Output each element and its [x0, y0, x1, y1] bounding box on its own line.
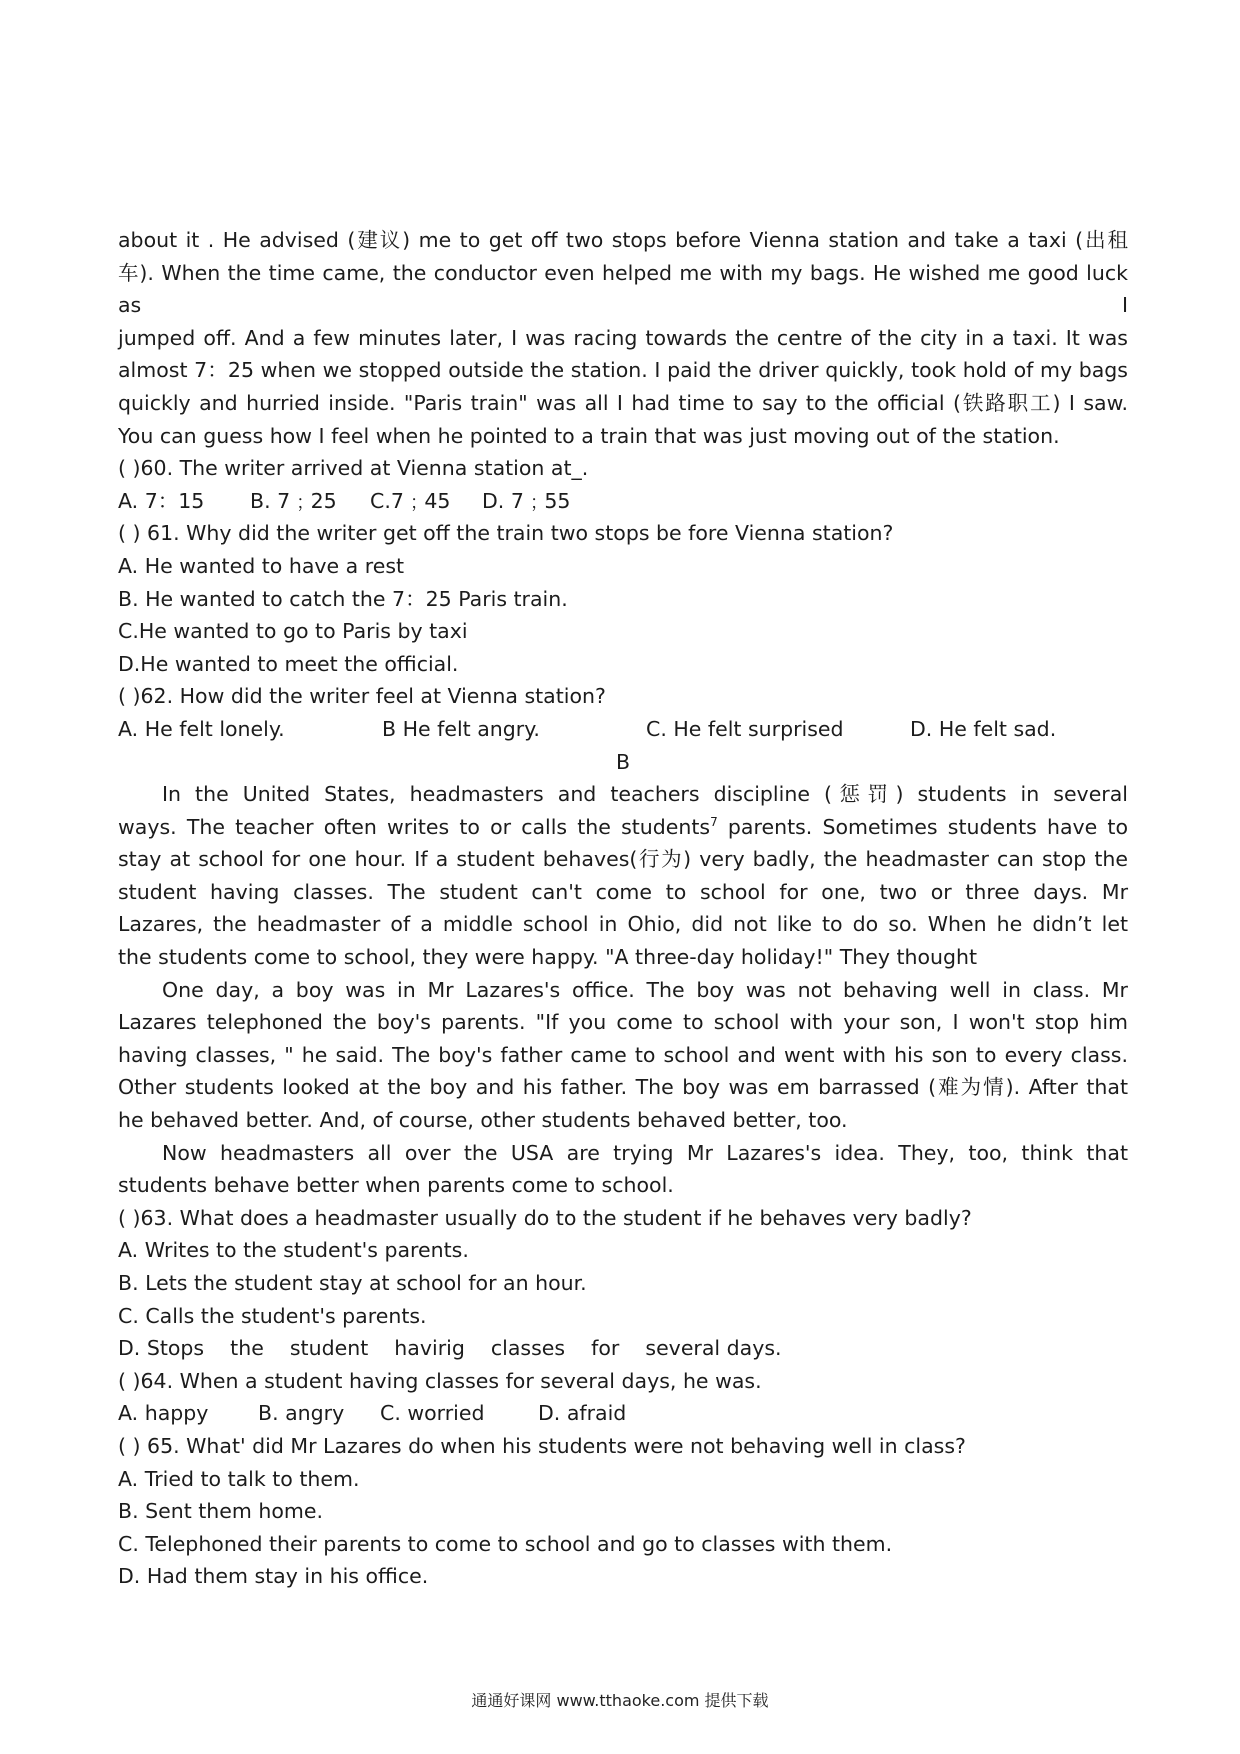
question-64	[118, 1365, 1128, 1430]
passage-line: jumped off. And a few minutes later, I was racing towards the centre of the city in a taxi. It was	[118, 325, 1128, 350]
question-65	[118, 1430, 1128, 1593]
option-d: D. He felt sad.	[910, 716, 1057, 741]
option-a: A. 7：15	[118, 488, 205, 513]
option-c: C. worried	[380, 1401, 485, 1426]
question-stem: ( )60. The writer arrived at Vienna station at_.	[118, 456, 589, 481]
option-d: D. Had them stay in his office.	[118, 1564, 429, 1589]
passage-b-paragraph-3	[118, 1137, 1128, 1202]
option-a: A. happy	[118, 1401, 209, 1426]
option-b: B. angry	[258, 1401, 345, 1426]
passage-line: quickly and hurried inside. "Paris train" was all I had time to say to the official (铁路职工) I saw.	[118, 390, 1128, 415]
option-a: A. Tried to talk to them.	[118, 1466, 360, 1491]
passage-line: Lazares, the headmaster of a middle school in Ohio, did not like to do so. When he didn’t let	[118, 912, 1128, 937]
options-row	[118, 713, 1128, 746]
passage-line: almost 7：25 when we stopped outside the station. I paid the driver quickly, took hold of my bags	[118, 358, 1128, 383]
passage-line: about it . He advised (建议) me to get off two stops before Vienna station and take a taxi (出租	[118, 228, 1128, 252]
question-63	[118, 1202, 1128, 1365]
passage-b-paragraph-2	[118, 974, 1128, 1137]
question-62	[118, 680, 1128, 745]
passage-line: stay at school for one hour. If a student behaves(行为) very badly, the headmaster can stop the	[118, 847, 1128, 872]
option-c: C.7﹔45	[370, 488, 451, 513]
passage-line: One day, a boy was in Mr Lazares's office. The boy was not behaving well in class. Mr	[162, 977, 1128, 1002]
section-heading: B	[615, 749, 631, 774]
passage-line: students behave better when parents come to school.	[118, 1173, 674, 1198]
option-d: D. afraid	[538, 1401, 627, 1426]
option-c: C. Telephoned their parents to come to school and go to classes with them.	[118, 1531, 893, 1556]
passage-line: student having classes. The student can't come to school for one, two or three days. Mr	[118, 879, 1128, 904]
page-footer: 通通好课网 www.tthaoke.com 提供下载	[471, 1691, 769, 1710]
passage-line: Lazares telephoned the boy's parents. "If you come to school with your son, I won't stop him	[118, 1010, 1128, 1035]
option-b: B. Lets the student stay at school for an hour.	[118, 1271, 587, 1295]
option-a: A. Writes to the student's parents.	[118, 1238, 469, 1263]
question-stem: ( )62. How did the writer feel at Vienna station?	[118, 684, 606, 709]
option-d: D. 7﹔55	[482, 488, 571, 513]
passage-line: he behaved better. And, of course, other students behaved better, too.	[118, 1108, 848, 1133]
passage-b-paragraph-1	[118, 778, 1128, 974]
question-stem: ( ) 61. Why did the writer get off the train two stops be fore Vienna station?	[118, 521, 894, 546]
option-b: B He felt angry.	[382, 716, 540, 741]
exam-content	[118, 224, 1128, 1593]
question-stem: ( )63. What does a headmaster usually do to the student if he behaves very badly?	[118, 1205, 972, 1230]
option-c: C. He felt surprised	[646, 716, 844, 741]
option-b: B. 7﹔25	[250, 488, 337, 513]
question-stem: ( )64. When a student having classes for several days, he was.	[118, 1368, 762, 1393]
line-text: parents. Sometimes students have to	[717, 814, 1128, 839]
passage-line	[118, 811, 1128, 844]
option-a: A. He wanted to have a rest	[118, 553, 405, 578]
passage-line: the students come to school, they were happy. "A three-day holiday!" They thought	[118, 945, 978, 970]
options-row	[118, 485, 1128, 518]
option-d: D. Stops the student havirig classes for several days.	[118, 1336, 782, 1361]
option-b: B. He wanted to catch the 7：25 Paris train.	[118, 586, 568, 611]
option-b: B. Sent them home.	[118, 1499, 324, 1524]
question-61	[118, 517, 1128, 680]
option-a: A. He felt lonely.	[118, 716, 285, 741]
passage-line: 车). When the time came, the conductor even helped me with my bags. He wished me good luck as I	[118, 260, 1128, 318]
question-stem: ( ) 65. What' did Mr Lazares do when his students were not behaving well in class?	[118, 1433, 966, 1458]
question-60	[118, 452, 1128, 517]
passage-line: In the United States, headmasters and teachers discipline (惩罚) students in several	[162, 782, 1128, 807]
line-text: ways. The teacher often writes to or calls the students	[118, 814, 711, 839]
passage-line: Now headmasters all over the USA are trying Mr Lazares's idea. They, too, think that	[162, 1140, 1128, 1165]
passage-line: Other students looked at the boy and his father. The boy was em barrassed (难为情). After that	[118, 1075, 1128, 1100]
passage-a-text	[118, 224, 1128, 452]
passage-line: having classes, " he said. The boy's father came to school and went with his son to every class.	[118, 1042, 1128, 1067]
superscript-mark: 7	[710, 814, 718, 829]
option-c: C.He wanted to go to Paris by taxi	[118, 619, 468, 644]
passage-line: You can guess how I feel when he pointed to a train that was just moving out of the station.	[118, 423, 1060, 448]
option-d: D.He wanted to meet the official.	[118, 651, 459, 676]
option-c: C. Calls the student's parents.	[118, 1303, 427, 1328]
options-row	[118, 1397, 1128, 1430]
